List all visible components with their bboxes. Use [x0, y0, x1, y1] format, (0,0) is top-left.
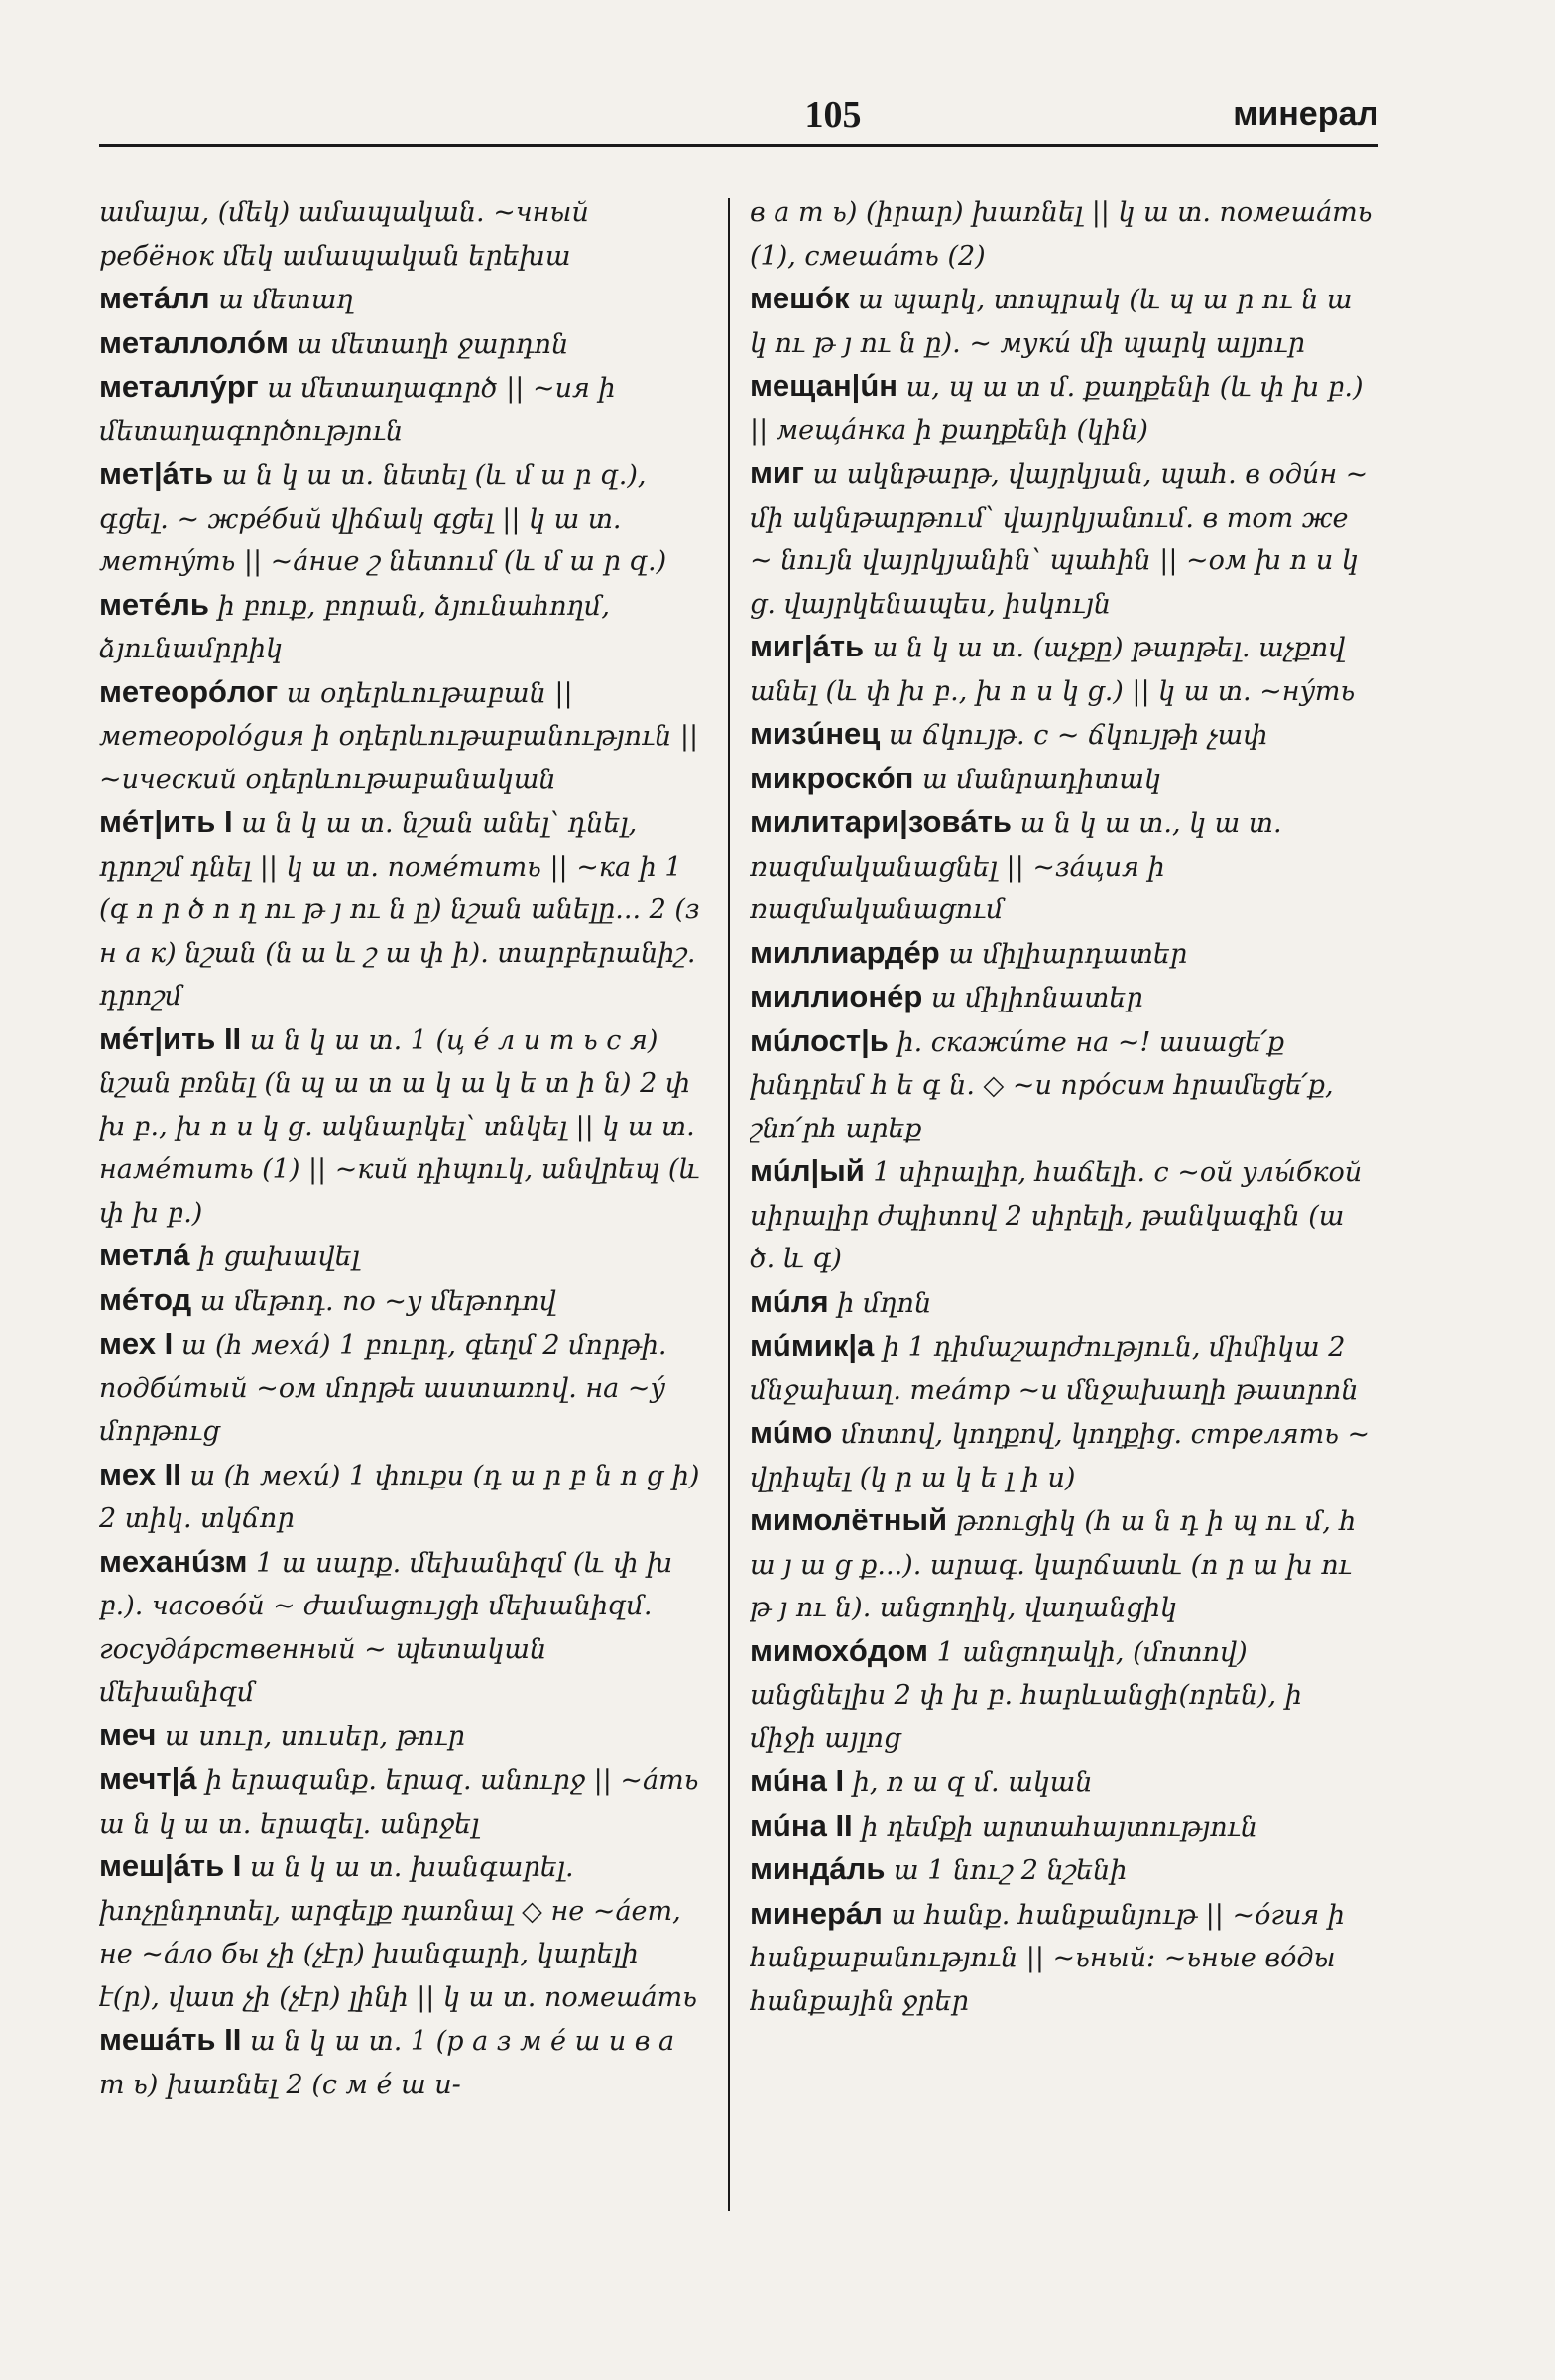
- dictionary-entry: [99, 584, 706, 670]
- dictionary-entry: [99, 671, 706, 801]
- entry-definition: ա ն կ ա տ. 1 (р а з м é ш и в а т ь) խառնել 2 (с м é ш и-: [99, 2026, 675, 2100]
- entry-headword: метáлл: [99, 281, 210, 315]
- entry-headword: метéль: [99, 586, 209, 622]
- running-head: минерал: [1233, 95, 1378, 133]
- entry-headword: меч: [99, 1717, 157, 1752]
- entry-headword: мещан|úн: [750, 368, 898, 403]
- entry-headword: мúлост|ь: [750, 1022, 889, 1058]
- entry-definition: ա մանրադիտակ: [922, 764, 1161, 795]
- entry-definition: ի երազանք. երազ. անուրջ || ~áть ա ն կ ա տ. երազել. անրջել: [99, 1765, 699, 1840]
- dictionary-entry: [99, 1235, 706, 1278]
- entry-headword: миллиардéр: [750, 934, 940, 970]
- entry-headword: механúзм: [99, 1543, 248, 1579]
- entry-definition: 1 ա սարք. մեխանիզմ (և փ խ բ.). часовóй ~ ժամացույցի մեխանիզմ. госудáрственный ~ պետական մեխանիզմ: [99, 1547, 673, 1708]
- entry-headword: мúля: [750, 1283, 829, 1319]
- dictionary-entry: [750, 932, 1373, 976]
- entry-headword: мех II: [99, 1456, 181, 1491]
- entry-definition: ի բուք, բորան, ձյունահողմ, ձյունամրրիկ: [99, 590, 610, 664]
- dictionary-entry: [99, 278, 706, 321]
- dictionary-entry: [750, 190, 1373, 277]
- entry-definition: ա ճկույթ. с ~ ճկույթի չափ: [888, 720, 1268, 751]
- dictionary-entry: [99, 1758, 706, 1844]
- entry-headword: мех I: [99, 1326, 174, 1361]
- dictionary-entry: [99, 2019, 706, 2105]
- entry-headword: меш|áть I: [99, 1848, 242, 1883]
- dictionary-entry: [99, 1279, 706, 1323]
- entry-definition: ա (հ мехá) 1 բուրդ, գեղմ 2 մորթի. подбúтый ~ом մորթե աստառով. на ~ý մորթուց: [99, 1330, 667, 1447]
- entry-definition: 1 սիրալիր, հաճելի. с ~ой улы́бкой սիրալիր ժպիտով 2 սիրելի, թանկագին (ա ծ. և գ): [750, 1157, 1363, 1274]
- entry-headword: мéт|ить I: [99, 804, 233, 839]
- entry-headword: миг: [750, 455, 804, 490]
- entry-definition: ա 1 նուշ 2 նշենի: [894, 1855, 1128, 1886]
- header-rule: [99, 144, 1378, 147]
- entry-headword: мúна II: [750, 1807, 853, 1843]
- entry-definition: ա ն կ ա տ., կ ա տ. ռազմականացնել || ~зáция ի ռազմականացում: [750, 808, 1282, 925]
- entry-definition: ի 1 դիմաշարժություն, միմիկա 2 մնջախաղ. теáтр ~и մնջախաղի թատրոն: [750, 1332, 1359, 1406]
- entry-definition: 1 անցողակի, (մոտով) անցնելիս 2 փ խ բ. հարևանցի(որեն), ի միջի այլոց: [750, 1636, 1302, 1754]
- entry-definition: ա մետաղ: [218, 285, 354, 315]
- dictionary-entry: [750, 278, 1373, 364]
- dictionary-entry: [99, 801, 706, 1017]
- entry-definition: ի ցախավել: [198, 1242, 360, 1272]
- entry-headword: мимохóдом: [750, 1632, 928, 1668]
- entry-definition: ամայա, (մեկ) ամապական. ~чный ребёнок մեկ ամապական երեխա: [99, 197, 589, 272]
- dictionary-entry: [750, 1805, 1373, 1848]
- entry-definition: ի, ռ ա զ մ. ական: [852, 1767, 1093, 1798]
- entry-definition: ա, պ ա տ մ. քաղքենի (և փ խ բ.) || мещáнка ի քաղքենի (կին): [750, 372, 1364, 446]
- entry-headword: мизúнец: [750, 716, 881, 751]
- entry-definition: ա մետաղի ջարդոն: [297, 328, 569, 360]
- entry-headword: мúмо: [750, 1415, 833, 1450]
- entry-definition: ա ն կ ա տ. 1 (ц é л и т ь с я) նշան բռնել (ն պ ա տ ա կ ա կ ե տ ի ն) 2 փ խ բ., խ ո ս կ ց. ակնարկել՝ տնկել || կ ա տ. намéтить (1) || ~кий դիպուկ, անվրեպ (և փ խ բ.): [99, 1024, 700, 1229]
- dictionary-entry: [750, 1630, 1373, 1760]
- dictionary-entry: [750, 758, 1373, 801]
- dictionary-entry: [750, 1412, 1373, 1498]
- entry-definition: ա մեթոդ. по ~у մեթոդով: [199, 1285, 556, 1317]
- entry-headword: милитари|зовáть: [750, 804, 1012, 839]
- dictionary-entry: [750, 1325, 1373, 1411]
- dictionary-entry: [750, 1893, 1373, 2023]
- entry-headword: мéт|ить II: [99, 1020, 242, 1056]
- entry-headword: металлолóм: [99, 324, 289, 360]
- entry-definition: ա պարկ, տոպրակ (և պ ա ր ու ն ա կ ու թ յ ու ն ը). ~ мукú մի պարկ ալյուր: [750, 285, 1353, 359]
- entry-definition: ա հանք. հանքանյութ || ~óгия ի հանքաբանություն || ~ьный: ~ьные вóды հանքային ջրեր: [750, 1899, 1345, 2017]
- entry-definition: ա օդերևութաբան || метеорológия ի օդերևութաբանություն || ~ический օդերևութաբանական: [99, 677, 699, 795]
- entry-headword: минерáл: [750, 1895, 883, 1931]
- page-number: 105: [804, 94, 862, 136]
- right-column: [750, 190, 1373, 2233]
- dictionary-entry: [750, 626, 1373, 712]
- dictionary-entry: [99, 1454, 706, 1540]
- entry-headword: метлá: [99, 1238, 190, 1272]
- entry-headword: мечт|á: [99, 1761, 197, 1796]
- entry-definition: ա ն կ ա տ. նետել (և մ ա ր զ.), գցել. ~ жрéбий վիճակ գցել || կ ա տ. метнýть || ~áние շ նետում (և մ ա ր զ.): [99, 460, 667, 577]
- entry-definition: ա ն կ ա տ. նշան անել՝ դնել, դրոշմ դնել || կ ա տ. помéтить || ~ка ի 1 (գ ո ր ծ ո ղ ու թ յ ու ն ը) նշան անելը... 2 (з н а к) նշան (ն ա և շ ա փ ի). տարբերանիշ. դրոշմ: [99, 808, 700, 1012]
- entry-headword: мúна I: [750, 1763, 845, 1798]
- entry-headword: микроскóп: [750, 760, 914, 795]
- entry-headword: мет|áть: [99, 456, 214, 491]
- dictionary-entry: [750, 1760, 1373, 1804]
- entry-definition: ա (հ мехú) 1 փուքս (դ ա ր բ ն ո ց ի) 2 տիկ. տկճոր: [99, 1460, 700, 1534]
- entry-definition: ա միլիոնատեր: [930, 983, 1143, 1013]
- entry-headword: мúмик|а: [750, 1328, 875, 1363]
- entry-definition: ա ն կ ա տ. խանգարել. խոչընդոտել, արգելք դառնալ ◇ не ~áет, не ~áло бы չի (չէր) խանգարի, կարելի է(ր), վատ չի (չէր) լինի || կ ա տ. помешáть: [99, 1852, 697, 2013]
- dictionary-entry: [750, 1499, 1373, 1629]
- column-divider: [728, 198, 730, 2211]
- dictionary-entry: [750, 976, 1373, 1019]
- dictionary-entry: [750, 801, 1373, 931]
- dictionary-entry: [750, 713, 1373, 757]
- dictionary-entry: [99, 322, 706, 366]
- entry-definition: в а т ь) (իրար) խառնել || կ ա տ. помешáть (1), смешáть (2): [750, 197, 1373, 272]
- dictionary-entry: [99, 1845, 706, 2018]
- dictionary-entry: [99, 366, 706, 452]
- dictionary-entry: [750, 1848, 1373, 1892]
- page-header: [99, 87, 1378, 143]
- entry-definition: ի. скажúте на ~! ասացե՛ք խնդրեմ հ ե գ ն. ◇ ~и прóсим հրամեցե՛ք, շնո՛րհ արեք: [750, 1026, 1334, 1144]
- dictionary-entry: [99, 190, 706, 277]
- entry-headword: миг|áть: [750, 629, 865, 663]
- dictionary-entry: [750, 452, 1373, 625]
- entry-definition: ի մղոն: [837, 1287, 932, 1319]
- entry-definition: ա սուր, սուսեր, թուր: [165, 1721, 465, 1752]
- dictionary-entry: [99, 453, 706, 583]
- entry-headword: миллионéр: [750, 979, 923, 1013]
- dictionary-entry: [750, 1150, 1373, 1280]
- entry-definition: ի դեմքի արտահայտություն: [861, 1811, 1257, 1843]
- dictionary-entry: [750, 1281, 1373, 1325]
- entry-headword: мúл|ый: [750, 1153, 865, 1188]
- entry-headword: мешóк: [750, 281, 850, 315]
- dictionary-entry: [750, 365, 1373, 451]
- entry-headword: металлýрг: [99, 369, 259, 404]
- dictionary-entry: [99, 1323, 706, 1453]
- dictionary-entry: [99, 1018, 706, 1235]
- entry-definition: ա ն կ ա տ. (աչքը) թարթել. աչքով անել (և փ խ բ., խ ո ս կ ց.) || կ ա տ. ~нýть: [750, 633, 1356, 707]
- entry-definition: մոտով, կողքով, կողքից. стрелять ~ վրիպել (կ ր ա կ ե լ ի ս): [750, 1419, 1371, 1493]
- left-column: [99, 190, 706, 2233]
- entry-headword: мешáть II: [99, 2022, 242, 2057]
- dictionary-entry: [99, 1715, 706, 1758]
- dictionary-entry: [750, 1020, 1373, 1150]
- dictionary-entry: [99, 1541, 706, 1714]
- entry-definition: ա ակնթարթ, վայրկյան, պահ. в одúн ~ մի ակնթարթում՝ վայրկյանում. в тот же ~ նույն վայրկյանին՝ պահին || ~ом խ ո ս կ ց. վայրկենապես, իսկույն: [750, 459, 1369, 620]
- entry-definition: թռուցիկ (հ ա ն դ ի պ ու մ, հ ա յ ա ց ք...). արագ. կարճատև (ո ր ա խ ու թ յ ու ն). անցողիկ, վաղանցիկ: [750, 1506, 1357, 1623]
- entry-headword: мéтод: [99, 1281, 192, 1317]
- entry-headword: метеорóлог: [99, 673, 279, 709]
- entry-definition: ա միլիարդատեր: [948, 938, 1188, 970]
- entry-definition: ա մետաղագործ || ~ия ի մետաղագործություն: [99, 373, 616, 447]
- entry-headword: мимолётный: [750, 1502, 948, 1537]
- entry-headword: миндáль: [750, 1851, 886, 1886]
